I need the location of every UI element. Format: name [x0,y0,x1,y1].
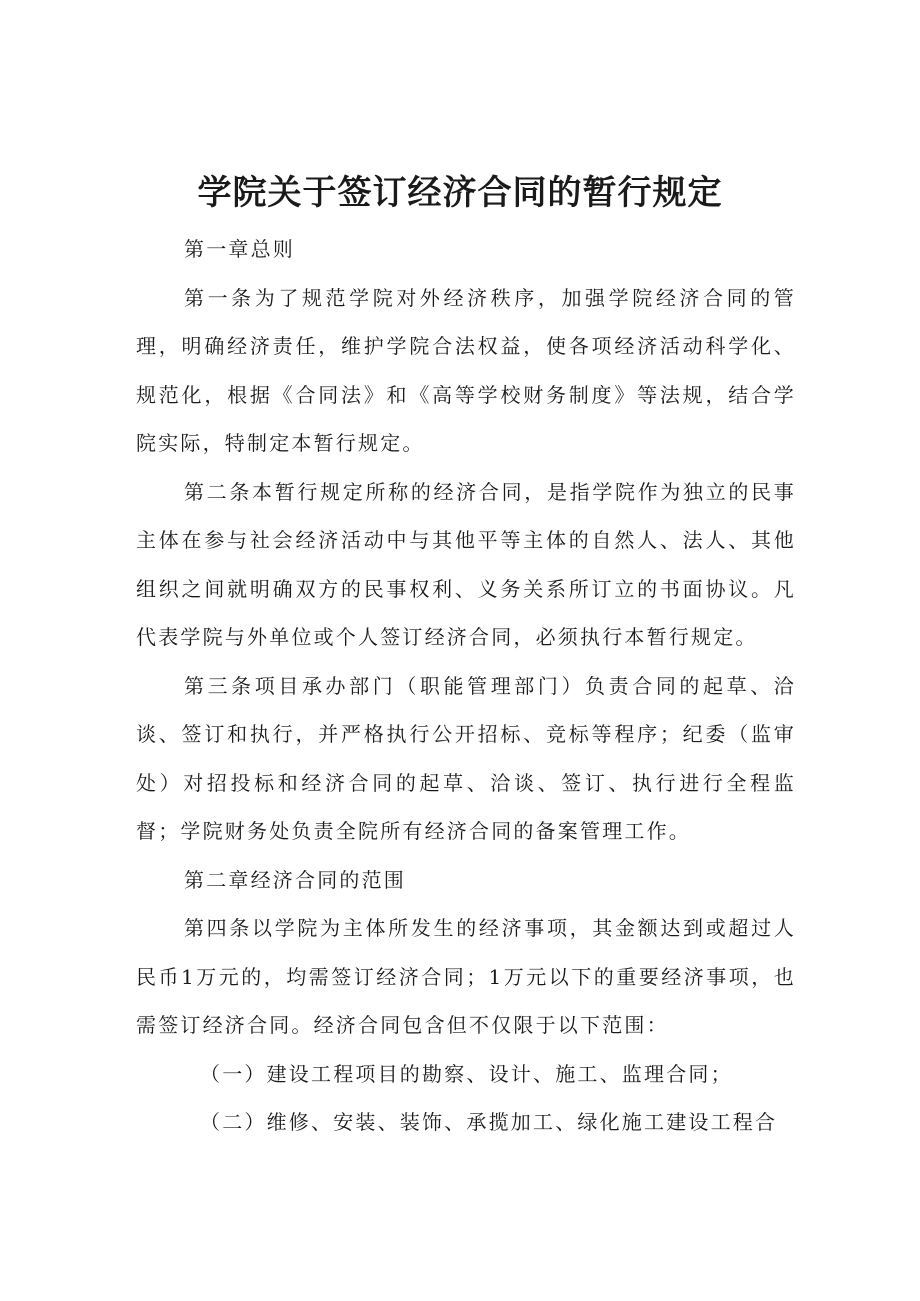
article-paragraph: 第三条项目承办部门（职能管理部门）负责合同的起草、洽谈、签订和执行，并严格执行公开招标、竞标等程序；纪委（监审处）对招投标和经济合同的起草、洽谈、签订、执行进行全程监督；学院财务处负责全院所有经济合同的备案管理工作。 [136,673,796,843]
article-paragraph: 第一条为了规范学院对外经济秩序，加强学院经济合同的管理，明确经济责任，维护学院合法权益，使各项经济活动科学化、规范化，根据《合同法》和《高等学校财务制度》等法规，结合学院实际，特制定本暂行规定。 [136,285,796,455]
article-paragraph: 第四条以学院为主体所发生的经济事项，其金额达到或超过人民币1万元的，均需签订经济合同；1万元以下的重要经济事项，也需签订经济合同。经济合同包含但不仅限于以下范围： [136,916,796,1037]
chapter-heading: 第一章总则 [184,237,295,261]
chapter-heading: 第二章经济合同的范围 [184,867,406,892]
list-item: （一）建设工程项目的勘察、设计、施工、监理合同； [200,1061,733,1086]
document-body [136,225,796,1147]
document-title: 学院关于签订经济合同的暂行规定 [197,172,723,213]
list-item: （二）维修、安装、装饰、承揽加工、绿化施工建设工程合 [200,1110,778,1134]
article-paragraph: 第二条本暂行规定所称的经济合同，是指学院作为独立的民事主体在参与社会经济活动中与其他平等主体的自然人、法人、其他组织之间就明确双方的民事权利、义务关系所订立的书面协议。凡代表学院与外单位或个人签订经济合同，必须执行本暂行规定。 [136,479,796,649]
